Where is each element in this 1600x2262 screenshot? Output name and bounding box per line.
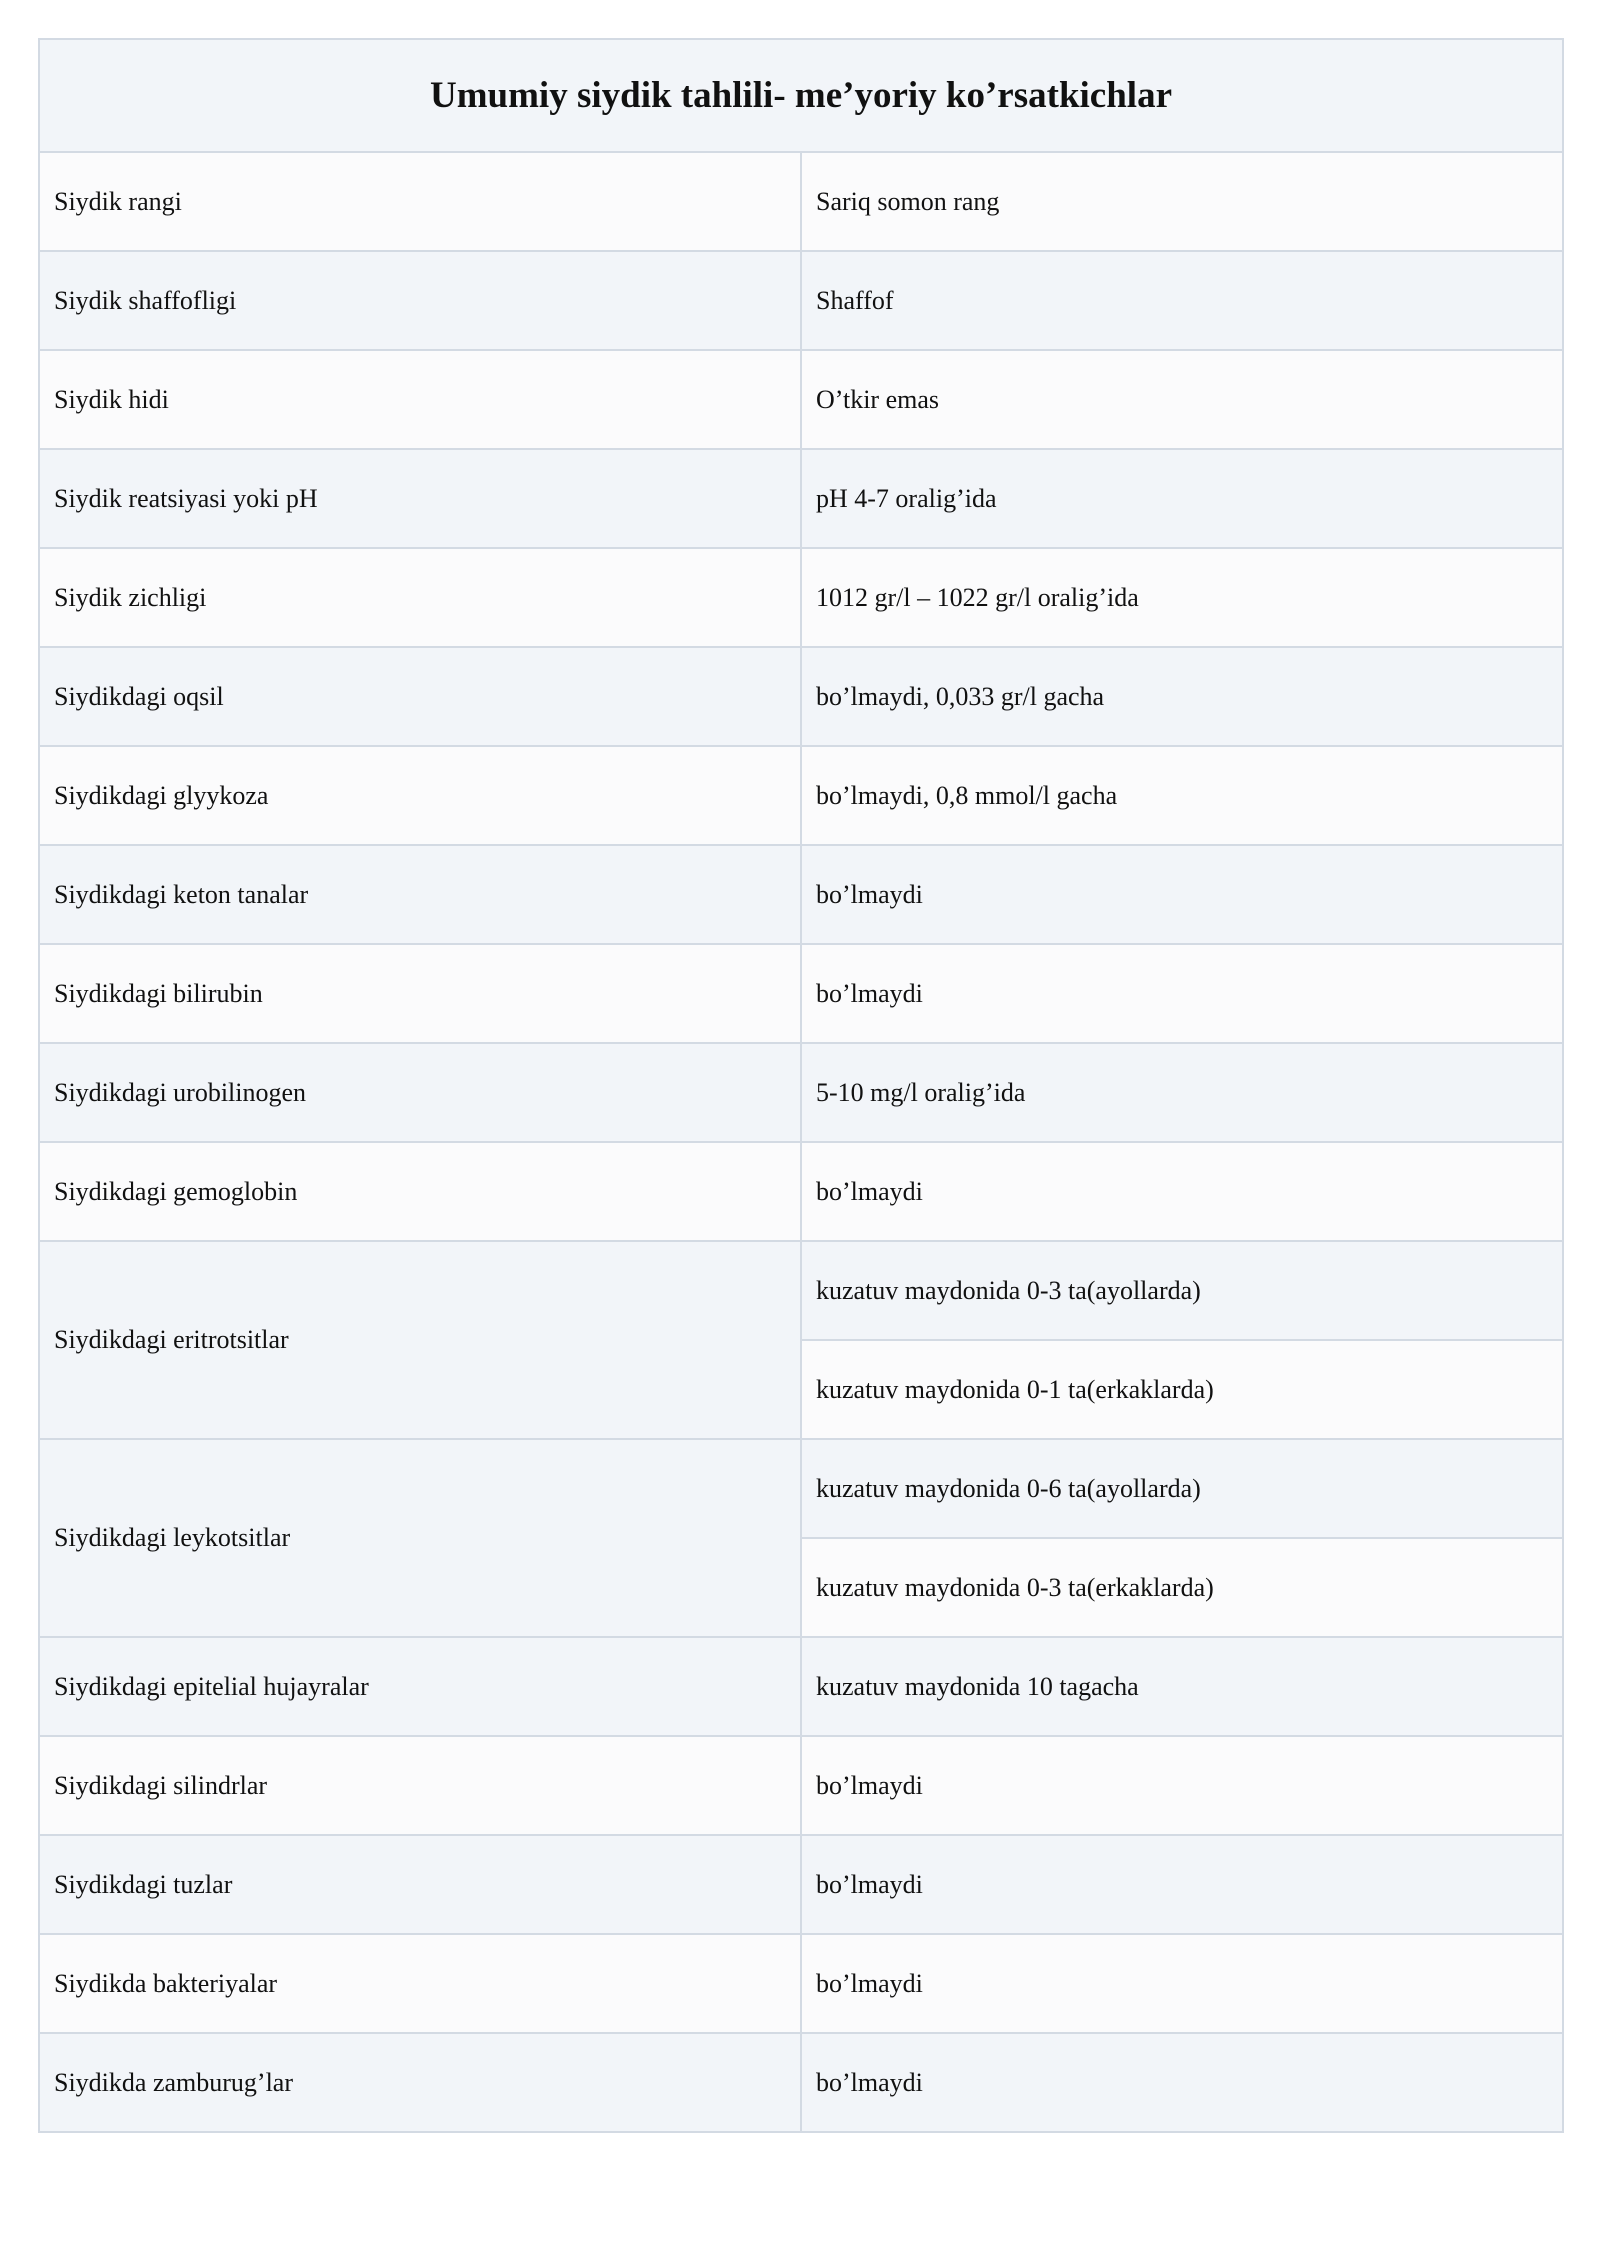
table-row — [39, 449, 1563, 548]
value-cell: kuzatuv maydonida 0-1 ta(erkaklarda) — [801, 1340, 1563, 1439]
value-cell: Sariq somon rang — [801, 152, 1563, 251]
parameter-cell: Siydik shaffofligi — [39, 251, 801, 350]
parameter-cell: Siydikdagi leykotsitlar — [39, 1439, 801, 1637]
table-row — [39, 647, 1563, 746]
value-cell: bo’lmaydi — [801, 944, 1563, 1043]
table-row — [39, 2033, 1563, 2132]
value-cell: kuzatuv maydonida 0-3 ta(erkaklarda) — [801, 1538, 1563, 1637]
parameter-cell: Siydik rangi — [39, 152, 801, 251]
table-row — [39, 1934, 1563, 2033]
parameter-cell: Siydikdagi gemoglobin — [39, 1142, 801, 1241]
parameter-cell: Siydik reatsiyasi yoki pH — [39, 449, 801, 548]
value-cell: bo’lmaydi — [801, 1736, 1563, 1835]
value-cell: pH 4-7 oralig’ida — [801, 449, 1563, 548]
table-row — [39, 1736, 1563, 1835]
table-row-merged — [39, 1439, 1563, 1538]
value-cell: 1012 gr/l – 1022 gr/l oralig’ida — [801, 548, 1563, 647]
parameter-cell: Siydik hidi — [39, 350, 801, 449]
parameter-cell: Siydikdagi silindrlar — [39, 1736, 801, 1835]
table-row — [39, 1043, 1563, 1142]
urine-norms-table — [38, 38, 1564, 2133]
value-cell: bo’lmaydi — [801, 1835, 1563, 1934]
parameter-cell: Siydikdagi epitelial hujayralar — [39, 1637, 801, 1736]
parameter-cell: Siydik zichligi — [39, 548, 801, 647]
table-row — [39, 251, 1563, 350]
value-cell: bo’lmaydi, 0,8 mmol/l gacha — [801, 746, 1563, 845]
value-cell: bo’lmaydi, 0,033 gr/l gacha — [801, 647, 1563, 746]
table-row — [39, 1835, 1563, 1934]
value-cell: bo’lmaydi — [801, 1142, 1563, 1241]
table-row — [39, 1637, 1563, 1736]
table-row — [39, 944, 1563, 1043]
parameter-cell: Siydikda zamburug’lar — [39, 2033, 801, 2132]
table-row — [39, 350, 1563, 449]
parameter-cell: Siydikdagi tuzlar — [39, 1835, 801, 1934]
document-page — [38, 38, 1564, 2133]
value-cell: O’tkir emas — [801, 350, 1563, 449]
parameter-cell: Siydikdagi eritrotsitlar — [39, 1241, 801, 1439]
table-row — [39, 548, 1563, 647]
parameter-cell: Siydikdagi glyykoza — [39, 746, 801, 845]
parameter-cell: Siydikda bakteriyalar — [39, 1934, 801, 2033]
table-row — [39, 746, 1563, 845]
table-header-row — [39, 39, 1563, 152]
table-row — [39, 152, 1563, 251]
value-cell: kuzatuv maydonida 10 tagacha — [801, 1637, 1563, 1736]
value-cell: bo’lmaydi — [801, 2033, 1563, 2132]
value-cell: Shaffof — [801, 251, 1563, 350]
table-title: Umumiy siydik tahlili- me’yoriy ko’rsatkichlar — [39, 39, 1563, 152]
value-cell: bo’lmaydi — [801, 1934, 1563, 2033]
parameter-cell: Siydikdagi keton tanalar — [39, 845, 801, 944]
value-cell: 5-10 mg/l oralig’ida — [801, 1043, 1563, 1142]
table-row — [39, 1142, 1563, 1241]
value-cell: bo’lmaydi — [801, 845, 1563, 944]
parameter-cell: Siydikdagi urobilinogen — [39, 1043, 801, 1142]
parameter-cell: Siydikdagi bilirubin — [39, 944, 801, 1043]
parameter-cell: Siydikdagi oqsil — [39, 647, 801, 746]
value-cell: kuzatuv maydonida 0-3 ta(ayollarda) — [801, 1241, 1563, 1340]
value-cell: kuzatuv maydonida 0-6 ta(ayollarda) — [801, 1439, 1563, 1538]
table-row — [39, 845, 1563, 944]
table-row-merged — [39, 1241, 1563, 1340]
